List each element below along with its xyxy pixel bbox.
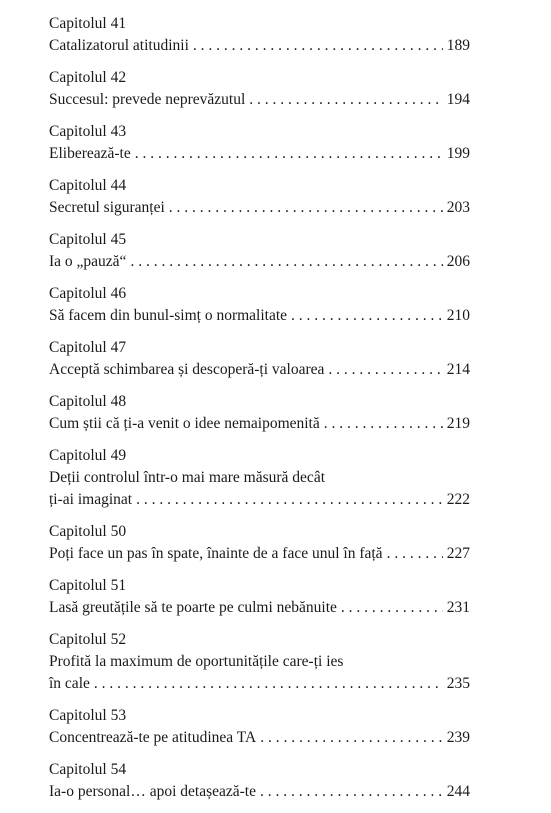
dot-leader — [193, 35, 443, 57]
dot-leader — [260, 781, 443, 803]
page-number: 210 — [446, 307, 470, 324]
toc-row — [49, 781, 470, 803]
toc-row — [49, 359, 470, 381]
chapter-title: Să facem din bunul-simț o normalitate — [49, 307, 288, 324]
toc-entry-44 — [49, 175, 470, 219]
chapter-number: Capitolul 47 — [49, 339, 127, 356]
dot-leader — [94, 673, 443, 695]
chapter-number: Capitolul 42 — [49, 69, 127, 86]
page-number: 222 — [446, 491, 470, 508]
toc-entry-41 — [49, 13, 470, 57]
toc-row — [49, 489, 470, 511]
chapter-number: Capitolul 44 — [49, 177, 127, 194]
chapter-title: Ia-o personal… apoi detașează-te — [49, 783, 256, 800]
toc-row — [49, 727, 470, 749]
toc-entry-49 — [49, 445, 470, 511]
toc-row — [49, 543, 470, 565]
dot-leader — [249, 89, 443, 111]
page-number: 214 — [446, 361, 470, 378]
chapter-number: Capitolul 51 — [49, 577, 127, 594]
toc-entry-42 — [49, 67, 470, 111]
toc-entry-54 — [49, 759, 470, 803]
dot-leader — [260, 727, 443, 749]
page-number: 244 — [446, 783, 470, 800]
chapter-title: Succesul: prevede neprevăzutul — [49, 91, 246, 108]
toc-row — [49, 597, 470, 619]
page-number: 206 — [446, 253, 470, 270]
chapter-title: Poți face un pas în spate, înainte de a face unul în față — [49, 545, 383, 562]
chapter-number: Capitolul 41 — [49, 15, 127, 32]
toc-row — [49, 89, 470, 111]
chapter-title-line1: Deții controlul într-o mai mare măsură decât — [49, 469, 326, 486]
dot-leader — [328, 359, 442, 381]
chapter-number: Capitolul 45 — [49, 231, 127, 248]
chapter-title: în cale — [49, 675, 90, 692]
chapter-title: Concentrează-te pe atitudinea TA — [49, 729, 257, 746]
chapter-number: Capitolul 52 — [49, 631, 127, 648]
dot-leader — [169, 197, 443, 219]
toc-row — [49, 35, 470, 57]
chapter-title: Eliberează-te — [49, 145, 131, 162]
chapter-title: Ia o „pauză“ — [49, 253, 127, 270]
dot-leader — [387, 543, 443, 565]
chapter-number: Capitolul 49 — [49, 447, 127, 464]
chapter-title: ți-ai imaginat — [49, 491, 133, 508]
toc-entry-50 — [49, 521, 470, 565]
chapter-number: Capitolul 43 — [49, 123, 127, 140]
dot-leader — [324, 413, 443, 435]
page-number: 203 — [446, 199, 470, 216]
toc-entry-51 — [49, 575, 470, 619]
dot-leader — [291, 305, 443, 327]
page-number: 227 — [446, 545, 470, 562]
toc-entry-43 — [49, 121, 470, 165]
chapter-number: Capitolul 53 — [49, 707, 127, 724]
page-number: 235 — [446, 675, 470, 692]
page-number: 219 — [446, 415, 470, 432]
chapter-title: Acceptă schimbarea și descoperă-ți valoarea — [49, 361, 325, 378]
toc-row — [49, 197, 470, 219]
chapter-number: Capitolul 54 — [49, 761, 127, 778]
page-number: 189 — [446, 37, 470, 54]
chapter-title: Secretul siguranței — [49, 199, 165, 216]
page-number: 199 — [446, 145, 470, 162]
toc-entry-47 — [49, 337, 470, 381]
toc-row — [49, 143, 470, 165]
dot-leader — [130, 251, 442, 273]
chapter-number: Capitolul 48 — [49, 393, 127, 410]
page-number: 239 — [446, 729, 470, 746]
toc-row — [49, 413, 470, 435]
chapter-number: Capitolul 50 — [49, 523, 127, 540]
toc-entry-46 — [49, 283, 470, 327]
toc-row — [49, 673, 470, 695]
chapter-title: Cum știi că ți-a venit o idee nemaipomenită — [49, 415, 320, 432]
dot-leader — [136, 489, 443, 511]
toc-entry-52 — [49, 629, 470, 695]
dot-leader — [341, 597, 443, 619]
chapter-title: Catalizatorul atitudinii — [49, 37, 189, 54]
chapter-title-line1: Profită la maximum de oportunitățile care-ți ies — [49, 653, 344, 670]
chapter-title: Lasă greutățile să te poarte pe culmi nebănuite — [49, 599, 337, 616]
page-number: 194 — [446, 91, 470, 108]
toc-entry-48 — [49, 391, 470, 435]
page-number: 231 — [446, 599, 470, 616]
dot-leader — [135, 143, 443, 165]
toc-entry-45 — [49, 229, 470, 273]
toc-row — [49, 251, 470, 273]
toc-row — [49, 305, 470, 327]
chapter-number: Capitolul 46 — [49, 285, 127, 302]
table-of-contents — [49, 13, 470, 813]
toc-entry-53 — [49, 705, 470, 749]
